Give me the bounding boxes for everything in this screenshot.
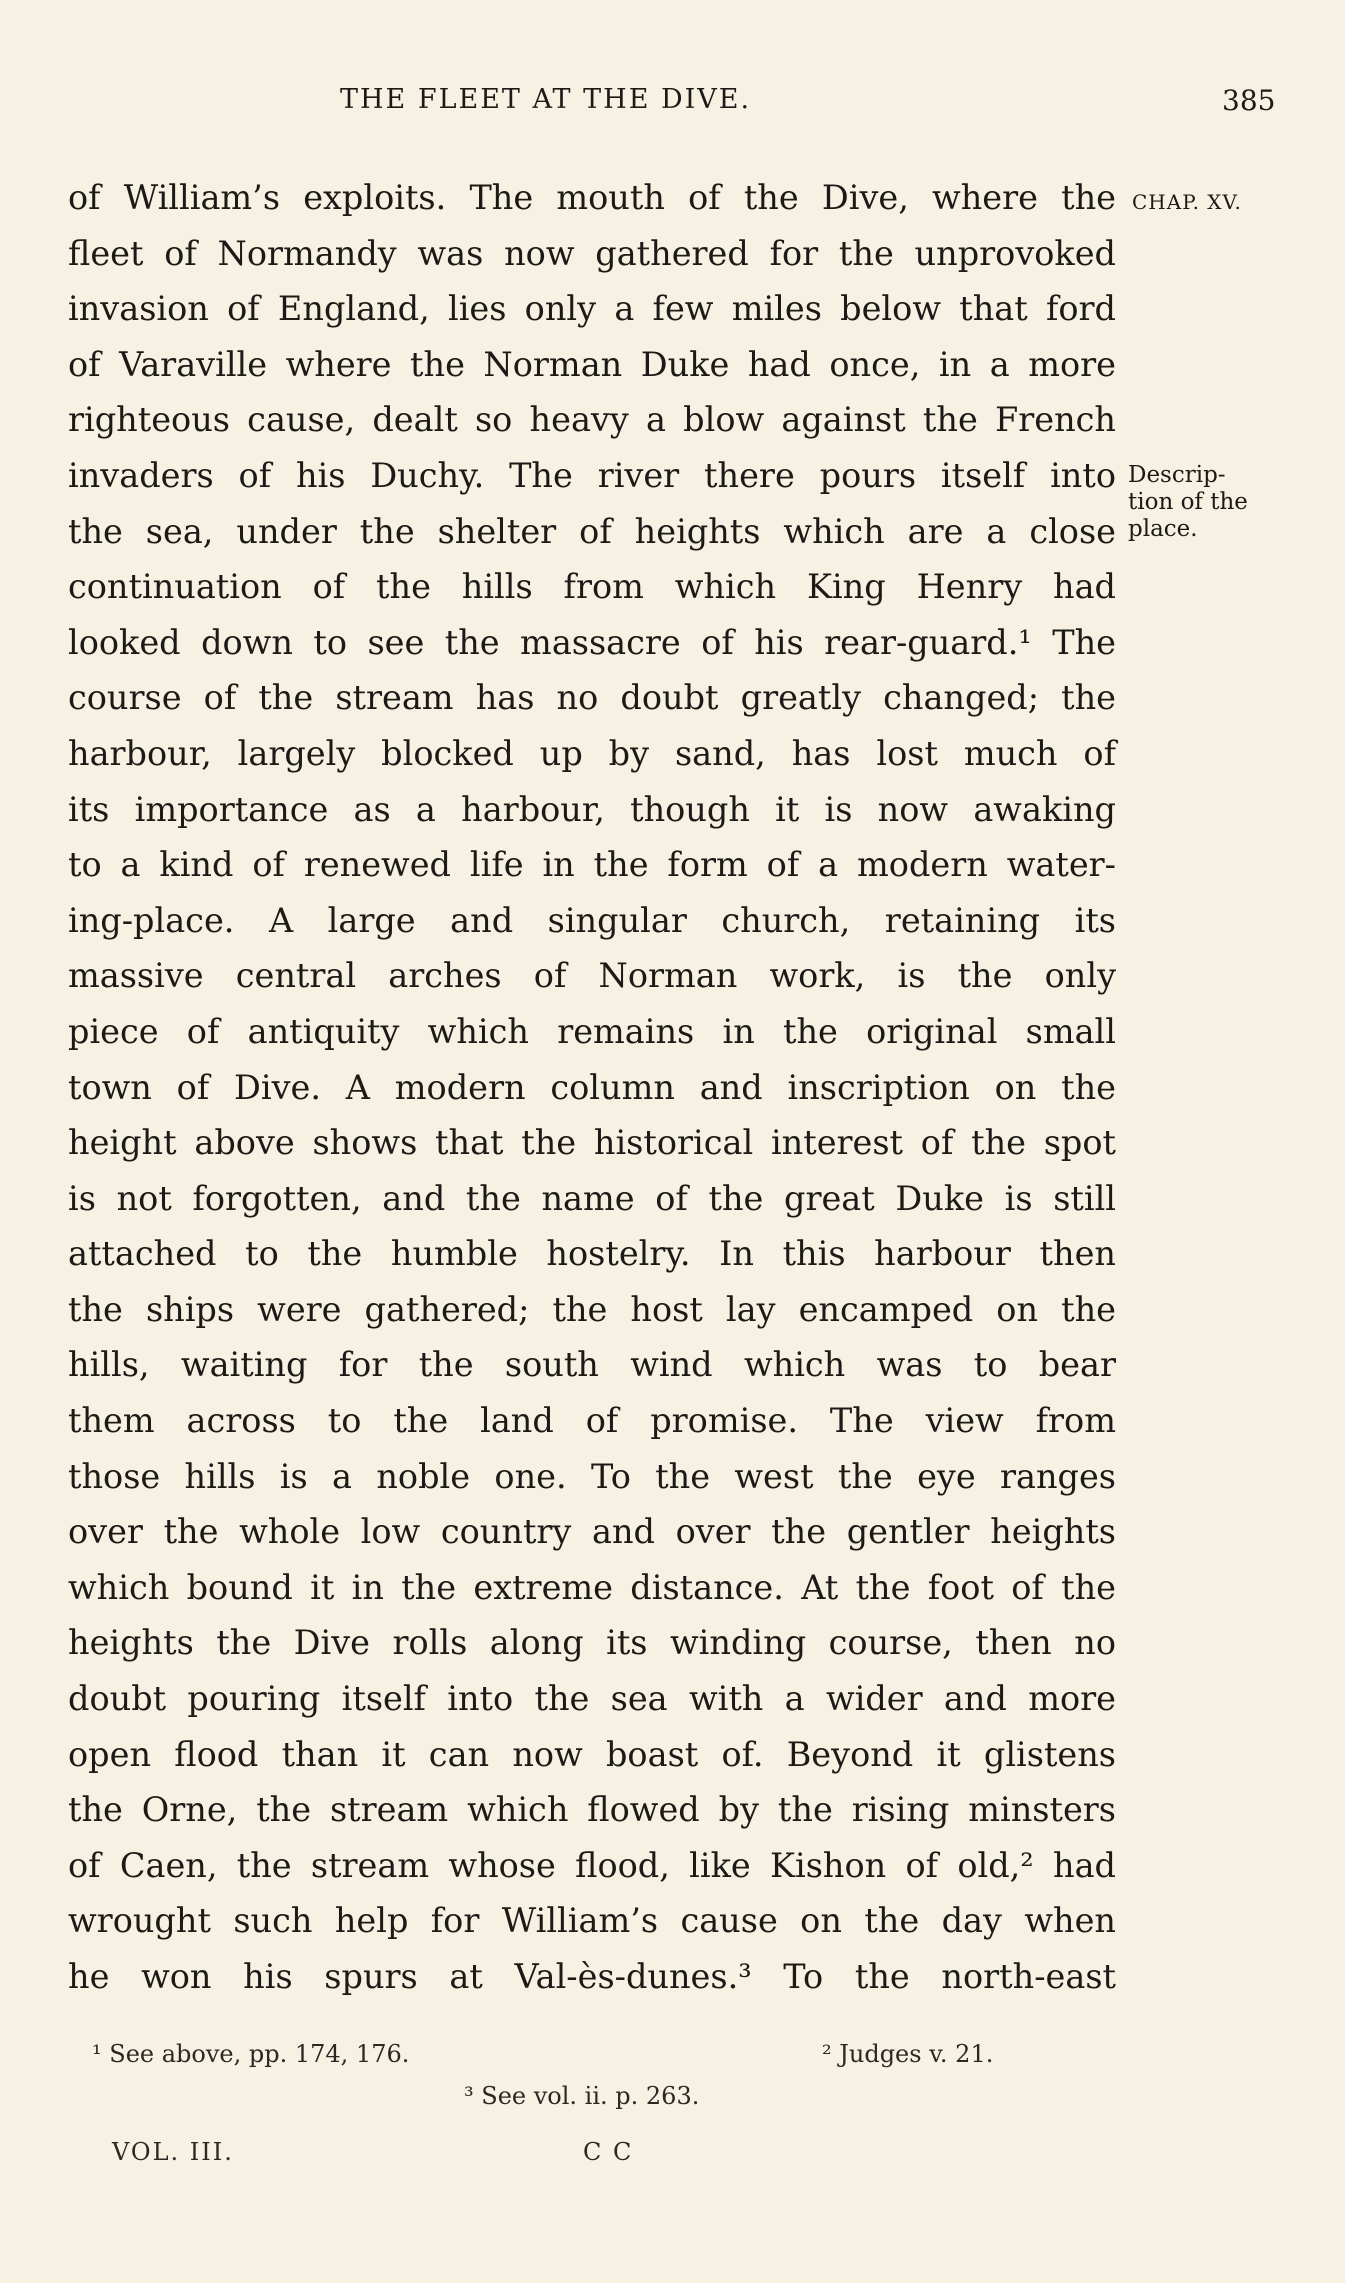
text-line: piece of antiquity which remains in the original small (68, 1011, 1116, 1051)
margin-note-line: Descrip- (1128, 462, 1226, 488)
text-line: town of Dive. A modern column and inscription on the (68, 1067, 1116, 1107)
text-line: harbour, largely blocked up by sand, has lost much of (68, 733, 1116, 773)
text-line: continuation of the hills from which King Henry had (68, 567, 1116, 607)
text-line: invasion of England, lies only a few miles below that ford (68, 289, 1116, 329)
text-line: the Orne, the stream which flowed by the rising minsters (68, 1790, 1116, 1830)
text-line: fleet of Normandy was now gathered for the unprovoked (68, 233, 1116, 273)
text-line: is not forgotten, and the name of the great Duke is still (68, 1178, 1116, 1218)
text-line: heights the Dive rolls along its winding course, then no (68, 1623, 1116, 1663)
text-line: open flood than it can now boast of. Beyond it glistens (68, 1734, 1116, 1774)
text-line: attached to the humble hostelry. In this harbour then (68, 1234, 1116, 1274)
text-line: those hills is a noble one. To the west the eye ranges (68, 1456, 1116, 1496)
text-line: which bound it in the extreme distance. At the foot of the (68, 1567, 1116, 1607)
text-line: to a kind of renewed life in the form of a modern water- (68, 845, 1116, 885)
running-title: THE FLEET AT THE DIVE. (340, 84, 752, 115)
text-line: ing-place. A large and singular church, retaining its (68, 900, 1116, 940)
text-line: the sea, under the shelter of heights which are a close (68, 511, 1116, 551)
text-line: them across to the land of promise. The view from (68, 1401, 1116, 1441)
text-line: height above shows that the historical interest of the spot (68, 1123, 1116, 1163)
text-line: of William’s exploits. The mouth of the Dive, where the (68, 178, 1116, 217)
text-line: he won his spurs at Val-ès-dunes.³ To the north-east (68, 1957, 1116, 1996)
text-line: wrought such help for William’s cause on the day when (68, 1901, 1116, 1941)
text-line: looked down to see the massacre of his rear-guard.¹ The (68, 622, 1116, 662)
text-line: hills, waiting for the south wind which was to bear (68, 1345, 1116, 1385)
running-head (0, 84, 1345, 128)
margin-note-line: tion of the (1128, 489, 1248, 515)
description-margin-note (1128, 462, 1248, 543)
footnote-2: ² Judges v. 21. (822, 2040, 994, 2068)
text-line: doubt pouring itself into the sea with a wider and more (68, 1679, 1116, 1719)
text-line: righteous cause, dealt so heavy a blow against the French (68, 400, 1116, 440)
margin-note-line: place. (1128, 516, 1198, 542)
page-number: 385 (1222, 84, 1276, 117)
footnote-3: ³ See vol. ii. p. 263. (464, 2082, 700, 2110)
text-line: course of the stream has no doubt greatly changed; the (68, 678, 1116, 718)
text-line: its importance as a harbour, though it is now awaking (68, 789, 1116, 829)
footnote-1: ¹ See above, pp. 174, 176. (92, 2040, 410, 2068)
body-text (68, 170, 1116, 2005)
text-line: of Caen, the stream whose flood, like Kishon of old,² had (68, 1845, 1116, 1885)
chapter-margin-note: CHAP. XV. (1132, 190, 1242, 214)
text-line: invaders of his Duchy. The river there pours itself into (68, 455, 1116, 495)
text-line: massive central arches of Norman work, is the only (68, 956, 1116, 996)
text-line: over the whole low country and over the gentler heights (68, 1512, 1116, 1552)
text-line: the ships were gathered; the host lay encamped on the (68, 1289, 1116, 1329)
text-line: of Varaville where the Norman Duke had once, in a more (68, 344, 1116, 384)
signature-mark: C C (583, 2138, 634, 2166)
volume-label: VOL. III. (112, 2138, 234, 2166)
